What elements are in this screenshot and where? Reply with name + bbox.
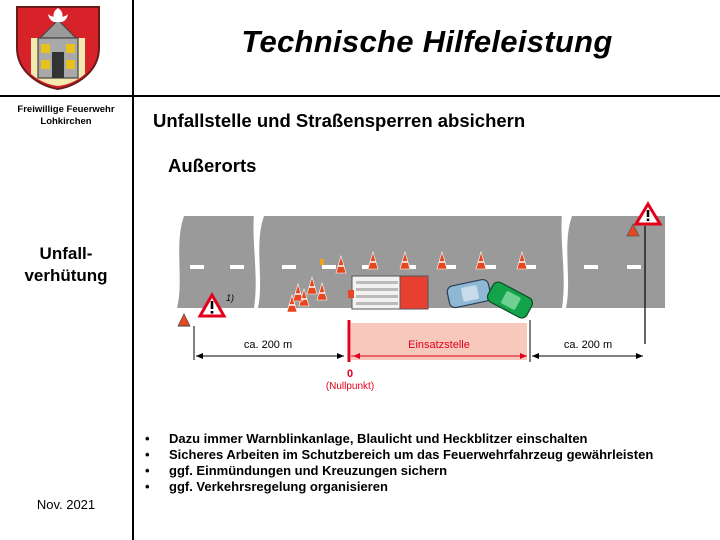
warning-lamp — [320, 259, 324, 265]
zero-point-label: 0 — [346, 368, 354, 380]
road-segment — [177, 216, 257, 308]
organization-line-2: Lohkirchen — [40, 116, 92, 127]
zone-label: Einsatzstelle — [408, 339, 470, 351]
distance-right-label: ca. 200 m — [563, 339, 613, 351]
zero-point-caption: (Nullpunkt) — [325, 381, 375, 392]
horizontal-divider — [0, 95, 720, 97]
vertical-divider — [132, 0, 134, 540]
distance-left-label: ca. 200 m — [243, 339, 293, 351]
topic-label — [0, 243, 132, 287]
bullet-item: • Sicheres Arbeiten im Schutzbereich um das Feuerwehrfahrzeug gewährleisten — [145, 447, 720, 463]
organization-name — [0, 104, 132, 128]
road-diagram — [172, 196, 668, 398]
bullet-item: • ggf. Verkehrsregelung organisieren — [145, 479, 720, 495]
page-title: Technische Hilfeleistung — [241, 24, 613, 59]
bullet-item: • ggf. Einmündungen und Kreuzungen sichern — [145, 463, 720, 479]
coat-of-arms-icon — [14, 4, 102, 90]
section-heading: Außerorts — [168, 155, 257, 176]
bullet-list — [145, 431, 720, 495]
date-label: Nov. 2021 — [36, 497, 96, 512]
sign-marker: 1) — [226, 293, 235, 303]
fire-truck — [348, 276, 428, 309]
topic-line-2: verhütung — [24, 266, 108, 285]
slide-subtitle: Unfallstelle und Straßensperren absichern — [153, 110, 526, 131]
organization-line-1: Freiwillige Feuerwehr — [17, 104, 115, 115]
topic-line-1: Unfall- — [39, 244, 93, 263]
bullet-item: • Dazu immer Warnblinkanlage, Blaulicht und Heckblitzer einschalten — [145, 431, 720, 447]
road-segment — [566, 216, 665, 308]
